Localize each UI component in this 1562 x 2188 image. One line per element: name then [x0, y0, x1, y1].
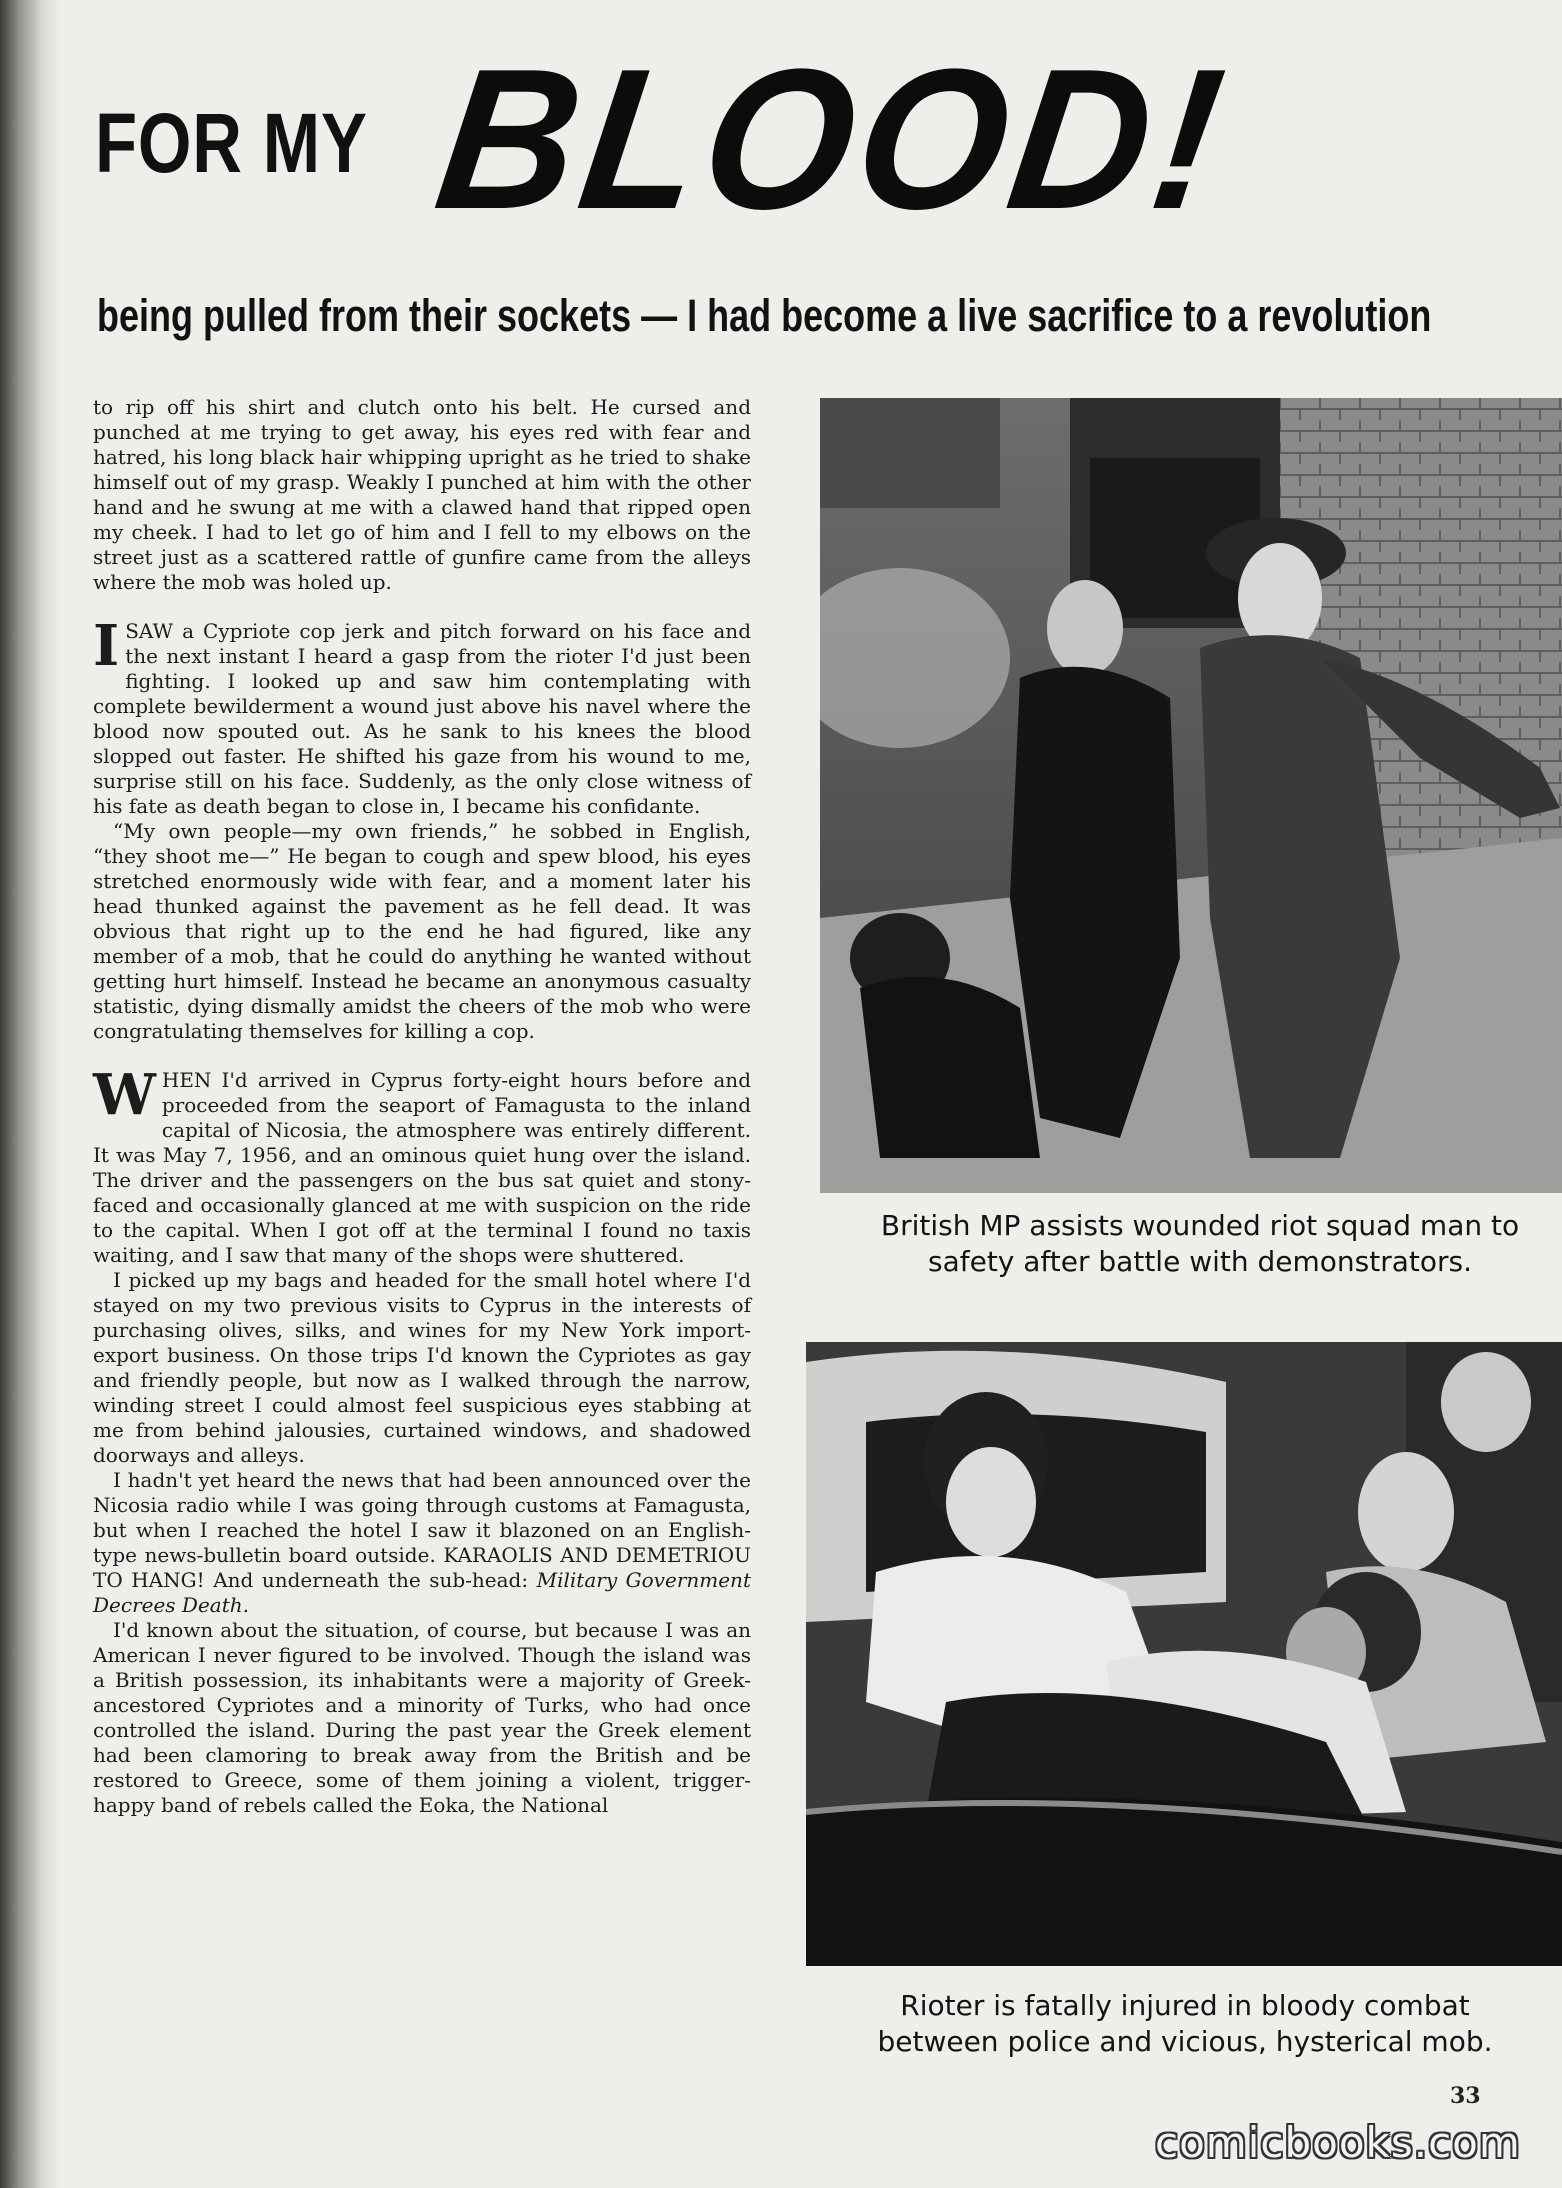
paragraph-1: to rip off his shirt and clutch onto his belt. He cursed and punched at me trying to get away, his eyes red with fear and hatred, his long black hair whipping upright as he tried to shake himself out of my grasp. Weakly I punched at him with the other hand and he swung at me with a clawed hand that ripped open my cheek. I had to let go of him and I fell to my elbows on the street just as a scattered rattle of gunfire came from the alleys where the mob was holed up.: [93, 395, 751, 594]
paragraph-4: [93, 1062, 751, 1268]
photo-mp-assists-image: [820, 398, 1562, 1193]
photo-mp-assists: [820, 398, 1562, 1193]
paragraph-6-text: I hadn't yet heard the news that had been announced over the Nicosia radio while I was going through customs at Famagusta, but when I reached the hotel I saw it blazoned on an English-type news-bulletin board outside. KARAOLIS AND DEMETRIOU TO HANG! And underneath the sub-head:: [93, 1468, 751, 1592]
paragraph-7: I'd known about the situation, of course, but because I was an American I never figured to be involved. Though the island was a British possession, its inhabitants were a majority of Greek-ancestored Cypriotes and a minority of Turks, who had once controlled the island. During the past year the Greek element had been clamoring to break away from the British and be restored to Greece, some of them joining a violent, trigger-happy band of rebels called the Eoka, the National: [93, 1618, 751, 1817]
subheadline: being pulled from their sockets — I had become a live sacrifice to a revolution: [97, 290, 1432, 341]
photo-rioter-injured: [806, 1342, 1562, 1966]
article-body: [93, 395, 751, 1818]
paragraph-5: I picked up my bags and headed for the small hotel where I'd stayed on my two previous visits to Cyprus in the interests of purchasing olives, silks, and wines for my New York import-export business. On those trips I'd known the Cypriotes as gay and friendly people, but now as I walked through the narrow, winding street I could almost feel suspicious eyes stabbing at me from behind jalousies, curtained windows, and shadowed doorways and alleys.: [93, 1268, 751, 1467]
drop-cap-w: W: [93, 1062, 156, 1128]
photo-rioter-injured-image: [806, 1342, 1562, 1966]
caption-photo-2: Rioter is fatally injured in bloody combat between police and vicious, hysterical mob.: [877, 1989, 1493, 2058]
drop-cap-i: I: [93, 613, 120, 679]
watermark-logo: comicbooks.com: [1155, 2118, 1521, 2167]
paragraph-2: [93, 613, 751, 819]
paragraph-6-italic: Military Government Decrees Death.: [93, 1568, 751, 1617]
page-number: 33: [1450, 2083, 1481, 2109]
caption-photo-1: British MP assists wounded riot squad man to safety after battle with demonstrators.: [880, 1209, 1520, 1278]
paragraph-2-text: SAW a Cypriote cop jerk and pitch forward on his face and the next instant I heard a gasp from the rioter I'd just been fighting. I looked up and saw him contemplating with complete bewilderment a wound just above his navel where the blood now spouted out. As he sank to his knees the blood slopped out faster. He shifted his gaze from his wound to me, surprise still on his face. Suddenly, as the only close witness of his fate as death began to close in, I became his confidante.: [93, 619, 751, 818]
headline-blood: BLOOD!: [425, 28, 1241, 251]
headline-prefix: FOR MY: [95, 96, 368, 190]
paragraph-4-text: HEN I'd arrived in Cyprus forty-eight hours before and proceeded from the seaport of Famagusta to the inland capital of Nicosia, the atmosphere was entirely different. It was May 7, 1956, and an ominous quiet hung over the island. The driver and the passengers on the bus sat quiet and stony-faced and occasionally glanced at me with suspicion on the ride to the capital. When I got off at the terminal I found no taxis waiting, and I saw that many of the shops were shuttered.: [93, 1068, 751, 1267]
paragraph-3: “My own people—my own friends,” he sobbed in English, “they shoot me—” He began to cough and spew blood, his eyes stretched enormously wide with fear, and a moment later his head thunked against the pavement as he fell dead. It was obvious that right up to the end he had figured, like any member of a mob, that he could do anything he wanted without getting hurt himself. Instead he became an anonymous casualty statistic, dying dismally amidst the cheers of the mob who were congratulating themselves for killing a cop.: [93, 819, 751, 1043]
paragraph-6: [93, 1468, 751, 1618]
page-gutter-shadow: [0, 0, 60, 2188]
